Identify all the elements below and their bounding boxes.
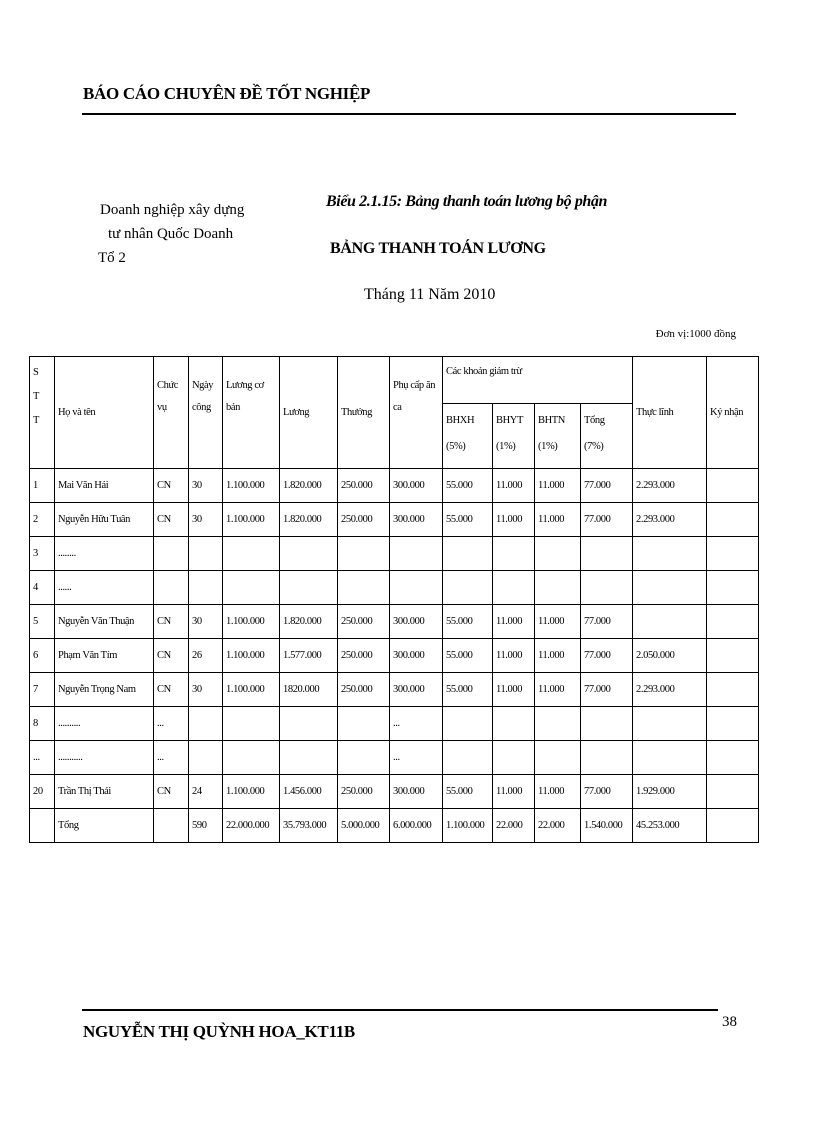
header-base-salary: Lương cơ bản bbox=[223, 357, 280, 469]
cell-bhtn: 11.000 bbox=[535, 605, 581, 639]
cell-base-salary: 1.100.000 bbox=[223, 639, 280, 673]
cell-bonus: 250.000 bbox=[338, 503, 390, 537]
cell-position bbox=[154, 809, 189, 843]
company-line-2: tư nhân Quốc Doanh bbox=[108, 226, 234, 242]
cell-total-deductions bbox=[581, 571, 633, 605]
cell-bonus bbox=[338, 707, 390, 741]
cell-salary: 35.793.000 bbox=[280, 809, 338, 843]
cell-name: Tổng bbox=[55, 809, 154, 843]
cell-bhyt: 11.000 bbox=[493, 673, 535, 707]
cell-salary: 1.577.000 bbox=[280, 639, 338, 673]
header-position: Chức vụ bbox=[154, 357, 189, 469]
cell-meal-allowance bbox=[390, 571, 443, 605]
cell-bhyt: 11.000 bbox=[493, 639, 535, 673]
cell-meal-allowance: ... bbox=[390, 707, 443, 741]
cell-net bbox=[633, 741, 707, 775]
cell-base-salary: 1.100.000 bbox=[223, 673, 280, 707]
cell-total-deductions: 77.000 bbox=[581, 605, 633, 639]
cell-bhxh bbox=[443, 571, 493, 605]
cell-stt: 7 bbox=[30, 673, 55, 707]
cell-bonus bbox=[338, 741, 390, 775]
cell-bhtn: 22.000 bbox=[535, 809, 581, 843]
table-row bbox=[30, 809, 759, 843]
cell-sign bbox=[707, 707, 759, 741]
cell-salary: 1.456.000 bbox=[280, 775, 338, 809]
cell-bonus: 250.000 bbox=[338, 605, 390, 639]
cell-bhtn: 11.000 bbox=[535, 503, 581, 537]
cell-net bbox=[633, 537, 707, 571]
cell-position: CN bbox=[154, 775, 189, 809]
cell-days: 30 bbox=[189, 673, 223, 707]
cell-days bbox=[189, 537, 223, 571]
cell-bhxh: 55.000 bbox=[443, 639, 493, 673]
cell-bhxh: 55.000 bbox=[443, 605, 493, 639]
header-bhyt: BHYT (1%) bbox=[493, 404, 535, 469]
payroll-table bbox=[29, 356, 759, 843]
cell-sign bbox=[707, 809, 759, 843]
header-total-deductions: Tổng (7%) bbox=[581, 404, 633, 469]
cell-salary bbox=[280, 707, 338, 741]
table-row bbox=[30, 639, 759, 673]
cell-position: CN bbox=[154, 605, 189, 639]
cell-salary bbox=[280, 741, 338, 775]
header-days: Ngày công bbox=[189, 357, 223, 469]
cell-bhyt bbox=[493, 571, 535, 605]
cell-stt: 5 bbox=[30, 605, 55, 639]
cell-name: Mai Văn Hải bbox=[55, 469, 154, 503]
cell-bhtn bbox=[535, 571, 581, 605]
cell-net: 45.253.000 bbox=[633, 809, 707, 843]
cell-days: 24 bbox=[189, 775, 223, 809]
cell-bhyt: 11.000 bbox=[493, 503, 535, 537]
cell-sign bbox=[707, 741, 759, 775]
header-meal-allowance: Phụ cấp ăn ca bbox=[390, 357, 443, 469]
cell-bhyt: 22.000 bbox=[493, 809, 535, 843]
cell-net: 2.293.000 bbox=[633, 503, 707, 537]
page-number: 38 bbox=[722, 1014, 737, 1030]
cell-salary: 1.820.000 bbox=[280, 605, 338, 639]
cell-base-salary bbox=[223, 571, 280, 605]
cell-sign bbox=[707, 639, 759, 673]
cell-net bbox=[633, 707, 707, 741]
cell-meal-allowance: 300.000 bbox=[390, 673, 443, 707]
cell-bhyt bbox=[493, 741, 535, 775]
cell-name: Trần Thị Thái bbox=[55, 775, 154, 809]
cell-stt: 6 bbox=[30, 639, 55, 673]
cell-stt: 1 bbox=[30, 469, 55, 503]
company-block bbox=[98, 198, 244, 270]
footer-author: NGUYỄN THỊ QUỲNH HOA_KT11B bbox=[83, 1022, 355, 1041]
cell-total-deductions: 77.000 bbox=[581, 503, 633, 537]
cell-position: CN bbox=[154, 469, 189, 503]
report-header-title: BÁO CÁO CHUYÊN ĐỀ TỐT NGHIỆP bbox=[83, 84, 371, 103]
cell-total-deductions: 1.540.000 bbox=[581, 809, 633, 843]
cell-bhyt bbox=[493, 537, 535, 571]
company-line-3: Tổ 2 bbox=[98, 250, 126, 266]
cell-stt bbox=[30, 809, 55, 843]
cell-base-salary: 1.100.000 bbox=[223, 469, 280, 503]
table-row bbox=[30, 707, 759, 741]
cell-net: 2.293.000 bbox=[633, 469, 707, 503]
table-row bbox=[30, 605, 759, 639]
cell-net: 1.929.000 bbox=[633, 775, 707, 809]
form-caption: Biểu 2.1.15: Bảng thanh toán lương bộ phận bbox=[326, 193, 608, 210]
cell-bonus: 250.000 bbox=[338, 639, 390, 673]
footer-rule bbox=[82, 1009, 718, 1011]
cell-bonus: 250.000 bbox=[338, 673, 390, 707]
cell-bhyt: 11.000 bbox=[493, 775, 535, 809]
table-row bbox=[30, 503, 759, 537]
header-salary: Lương bbox=[280, 357, 338, 469]
company-line-1: Doanh nghiệp xây dựng bbox=[100, 202, 245, 218]
table-row bbox=[30, 673, 759, 707]
cell-position: ... bbox=[154, 707, 189, 741]
cell-total-deductions: 77.000 bbox=[581, 469, 633, 503]
cell-days: 30 bbox=[189, 503, 223, 537]
cell-position: CN bbox=[154, 673, 189, 707]
cell-bhxh: 55.000 bbox=[443, 775, 493, 809]
cell-meal-allowance: 300.000 bbox=[390, 469, 443, 503]
header-name: Họ và tên bbox=[55, 357, 154, 469]
table-row bbox=[30, 469, 759, 503]
header-bhxh: BHXH (5%) bbox=[443, 404, 493, 469]
cell-stt: 4 bbox=[30, 571, 55, 605]
cell-bhxh: 55.000 bbox=[443, 673, 493, 707]
period: Tháng 11 Năm 2010 bbox=[364, 286, 496, 303]
cell-days bbox=[189, 741, 223, 775]
cell-salary bbox=[280, 537, 338, 571]
table-row bbox=[30, 741, 759, 775]
cell-sign bbox=[707, 503, 759, 537]
cell-base-salary bbox=[223, 741, 280, 775]
cell-position bbox=[154, 537, 189, 571]
cell-meal-allowance: 300.000 bbox=[390, 605, 443, 639]
cell-name: ........... bbox=[55, 741, 154, 775]
cell-stt: ... bbox=[30, 741, 55, 775]
cell-total-deductions: 77.000 bbox=[581, 775, 633, 809]
cell-salary: 1.820.000 bbox=[280, 469, 338, 503]
header-bhtn: BHTN (1%) bbox=[535, 404, 581, 469]
cell-total-deductions bbox=[581, 707, 633, 741]
cell-bhyt: 11.000 bbox=[493, 469, 535, 503]
cell-total-deductions: 77.000 bbox=[581, 673, 633, 707]
cell-sign bbox=[707, 469, 759, 503]
cell-net: 2.293.000 bbox=[633, 673, 707, 707]
cell-base-salary: 22.000.000 bbox=[223, 809, 280, 843]
cell-days bbox=[189, 707, 223, 741]
cell-sign bbox=[707, 673, 759, 707]
cell-sign bbox=[707, 537, 759, 571]
cell-bhxh: 1.100.000 bbox=[443, 809, 493, 843]
cell-name: ........ bbox=[55, 537, 154, 571]
cell-meal-allowance: 300.000 bbox=[390, 503, 443, 537]
cell-sign bbox=[707, 775, 759, 809]
cell-base-salary: 1.100.000 bbox=[223, 503, 280, 537]
cell-position: CN bbox=[154, 503, 189, 537]
header-stt: S T T bbox=[30, 357, 55, 469]
header-deductions: Các khoản giảm trừ bbox=[443, 357, 633, 404]
cell-bhtn bbox=[535, 537, 581, 571]
cell-sign bbox=[707, 605, 759, 639]
cell-bhtn: 11.000 bbox=[535, 673, 581, 707]
cell-days: 26 bbox=[189, 639, 223, 673]
cell-net bbox=[633, 571, 707, 605]
cell-bhtn: 11.000 bbox=[535, 775, 581, 809]
cell-base-salary bbox=[223, 537, 280, 571]
cell-base-salary bbox=[223, 707, 280, 741]
unit-note: Đơn vị:1000 đồng bbox=[655, 328, 736, 340]
cell-bhtn: 11.000 bbox=[535, 469, 581, 503]
cell-meal-allowance: 6.000.000 bbox=[390, 809, 443, 843]
cell-total-deductions bbox=[581, 741, 633, 775]
table-row bbox=[30, 775, 759, 809]
cell-bhtn: 11.000 bbox=[535, 639, 581, 673]
cell-name: Phạm Văn Tím bbox=[55, 639, 154, 673]
cell-name: .......... bbox=[55, 707, 154, 741]
table-row bbox=[30, 571, 759, 605]
cell-meal-allowance: 300.000 bbox=[390, 639, 443, 673]
cell-meal-allowance: ... bbox=[390, 741, 443, 775]
cell-bhtn bbox=[535, 707, 581, 741]
cell-bhxh bbox=[443, 537, 493, 571]
cell-name: ...... bbox=[55, 571, 154, 605]
cell-stt: 20 bbox=[30, 775, 55, 809]
cell-salary: 1.820.000 bbox=[280, 503, 338, 537]
cell-bonus bbox=[338, 537, 390, 571]
table-row bbox=[30, 537, 759, 571]
header-rule bbox=[82, 113, 736, 115]
cell-salary bbox=[280, 571, 338, 605]
cell-bonus: 250.000 bbox=[338, 775, 390, 809]
cell-days: 590 bbox=[189, 809, 223, 843]
cell-base-salary: 1.100.000 bbox=[223, 605, 280, 639]
cell-bhxh bbox=[443, 707, 493, 741]
cell-days bbox=[189, 571, 223, 605]
cell-bhxh: 55.000 bbox=[443, 503, 493, 537]
cell-bhyt bbox=[493, 707, 535, 741]
cell-days: 30 bbox=[189, 469, 223, 503]
cell-net bbox=[633, 605, 707, 639]
cell-base-salary: 1.100.000 bbox=[223, 775, 280, 809]
cell-position bbox=[154, 571, 189, 605]
cell-days: 30 bbox=[189, 605, 223, 639]
header-net: Thực lĩnh bbox=[633, 357, 707, 469]
cell-stt: 2 bbox=[30, 503, 55, 537]
cell-name: Nguyễn Văn Thuận bbox=[55, 605, 154, 639]
cell-stt: 8 bbox=[30, 707, 55, 741]
cell-name: Nguyễn Hữu Tuân bbox=[55, 503, 154, 537]
cell-net: 2.050.000 bbox=[633, 639, 707, 673]
cell-stt: 3 bbox=[30, 537, 55, 571]
cell-total-deductions: 77.000 bbox=[581, 639, 633, 673]
cell-bhtn bbox=[535, 741, 581, 775]
main-title: BẢNG THANH TOÁN LƯƠNG bbox=[330, 240, 546, 257]
cell-salary: 1820.000 bbox=[280, 673, 338, 707]
cell-bonus: 5.000.000 bbox=[338, 809, 390, 843]
cell-meal-allowance: 300.000 bbox=[390, 775, 443, 809]
cell-meal-allowance bbox=[390, 537, 443, 571]
cell-total-deductions bbox=[581, 537, 633, 571]
cell-position: ... bbox=[154, 741, 189, 775]
cell-name: Nguyễn Trọng Nam bbox=[55, 673, 154, 707]
cell-sign bbox=[707, 571, 759, 605]
cell-bonus: 250.000 bbox=[338, 469, 390, 503]
cell-bhxh: 55.000 bbox=[443, 469, 493, 503]
cell-bhxh bbox=[443, 741, 493, 775]
header-bonus: Thưởng bbox=[338, 357, 390, 469]
cell-bhyt: 11.000 bbox=[493, 605, 535, 639]
cell-position: CN bbox=[154, 639, 189, 673]
header-sign: Ký nhận bbox=[707, 357, 759, 469]
cell-bonus bbox=[338, 571, 390, 605]
